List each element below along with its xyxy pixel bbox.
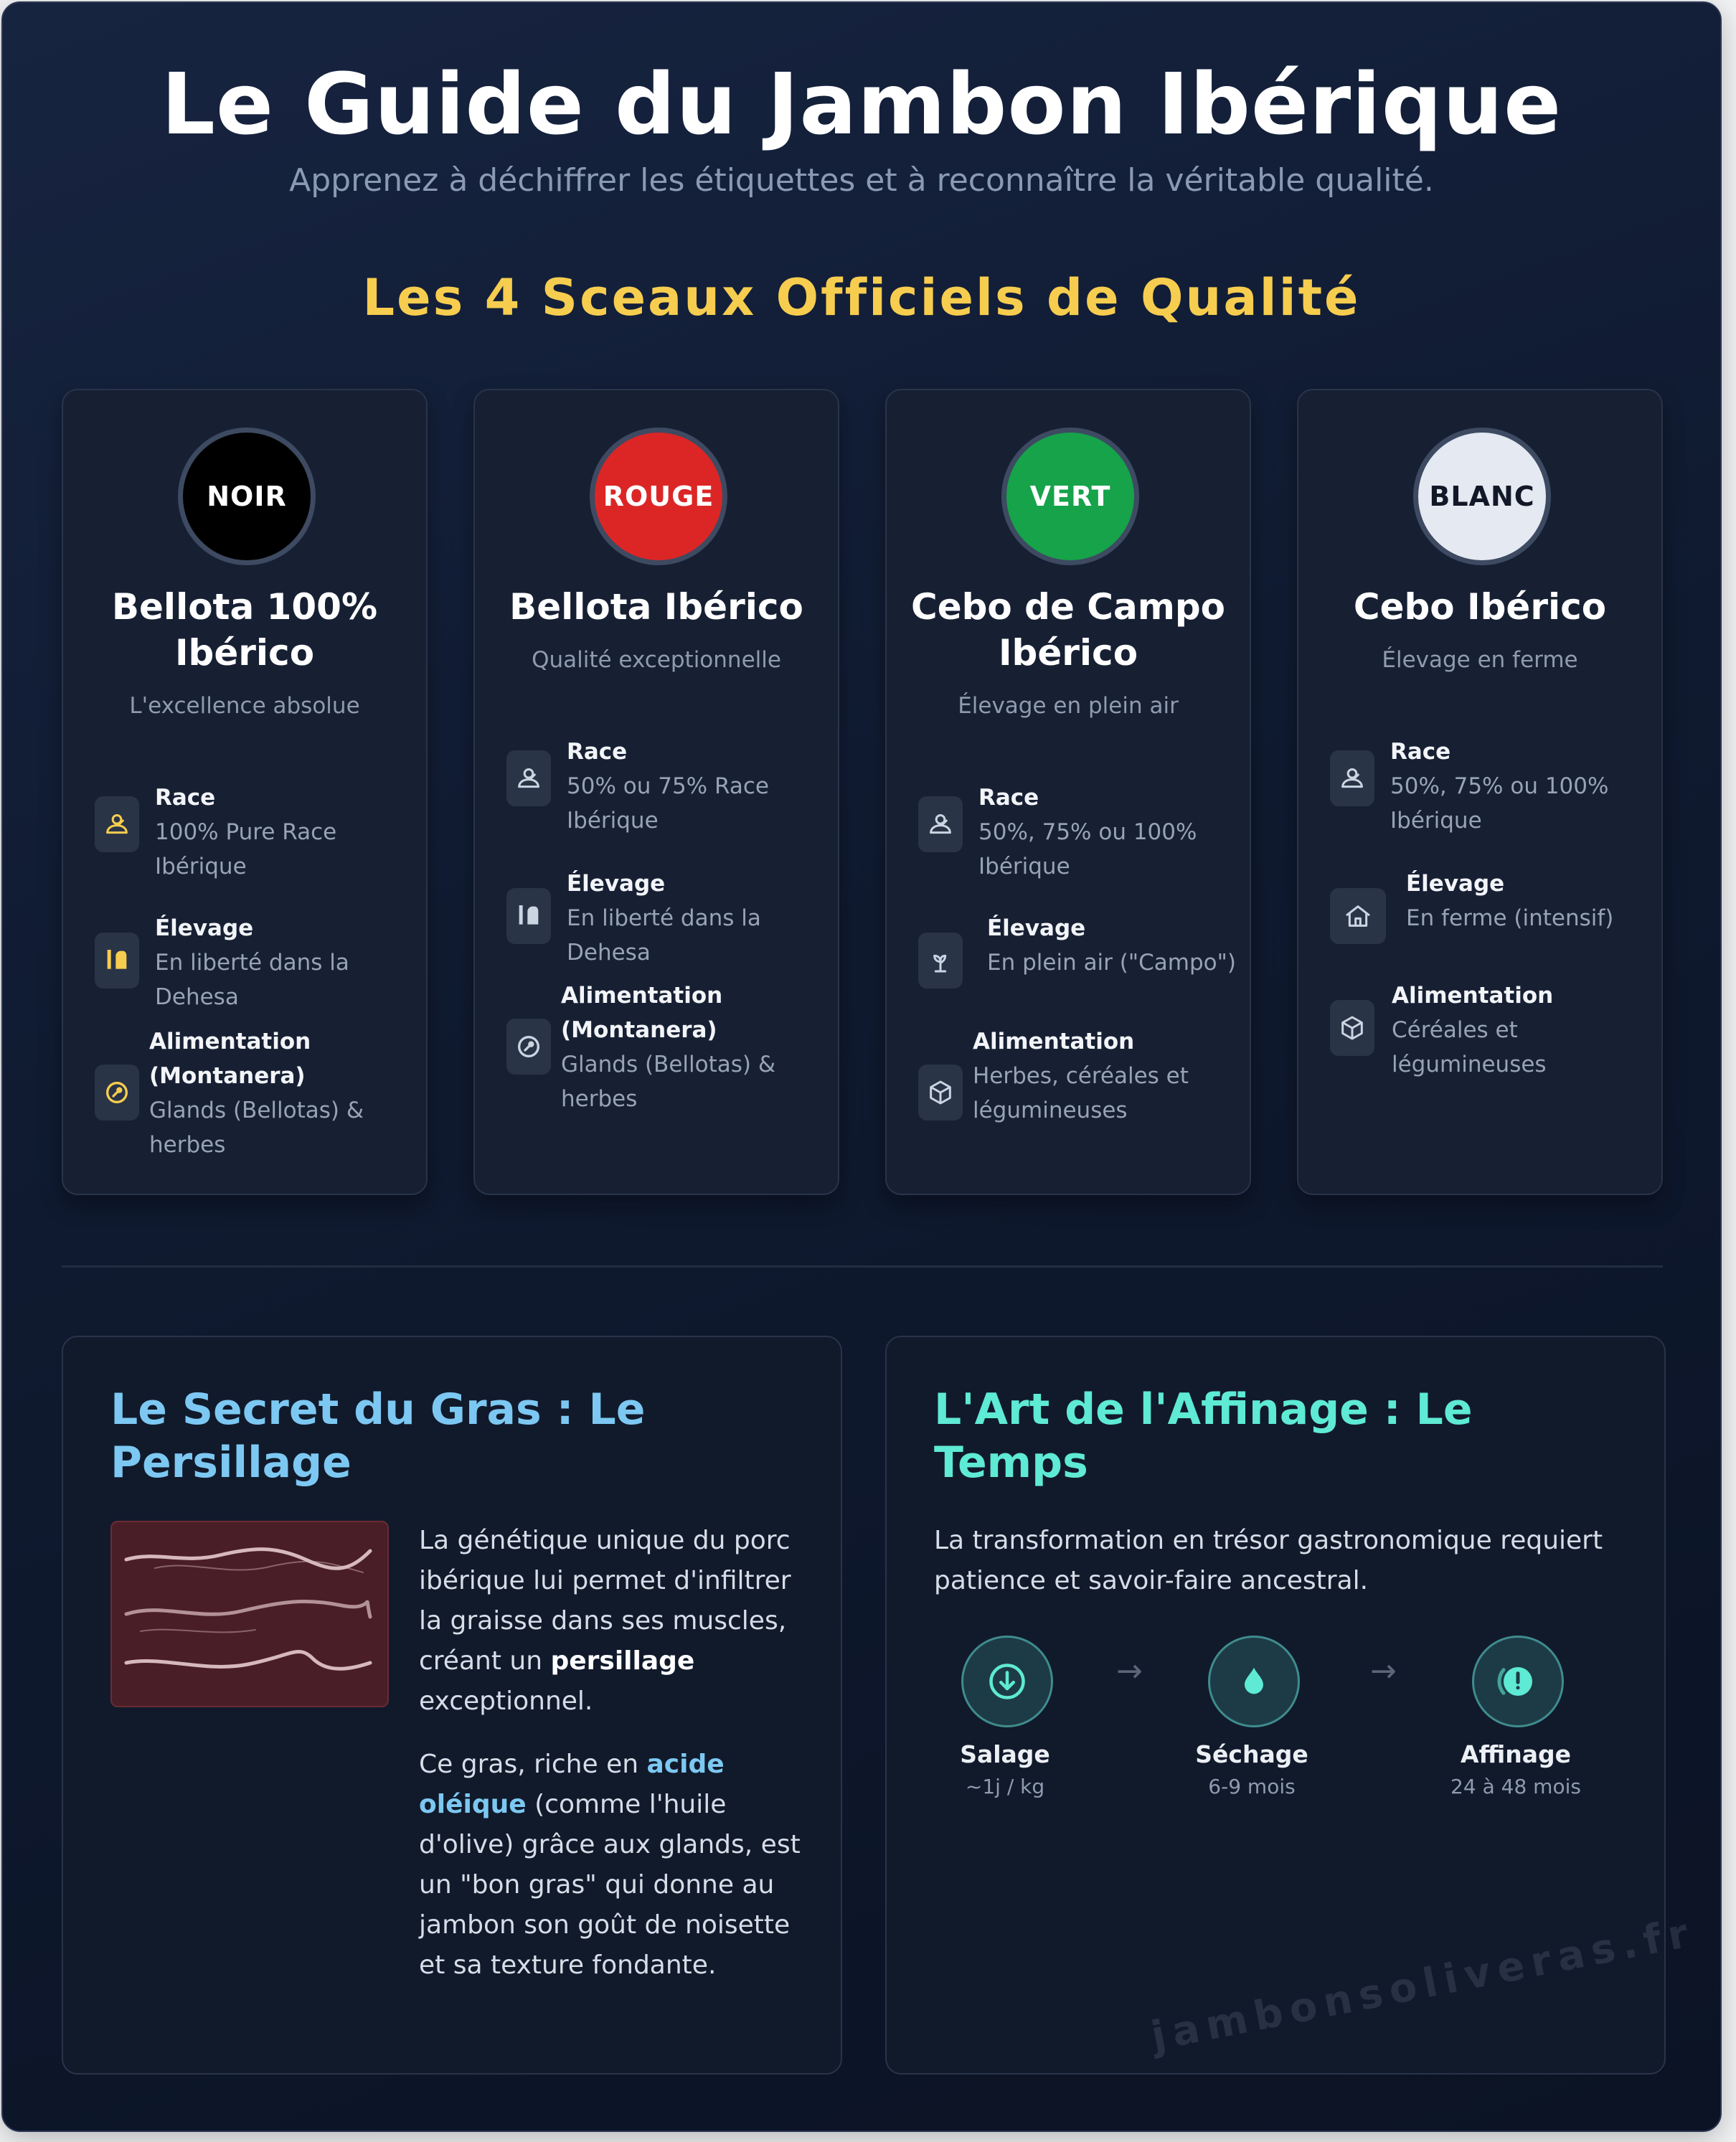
attribute-label: Élevage [155, 915, 254, 941]
seal-name: Bellota Ibérico [509, 586, 803, 628]
attribute-value: En ferme (intensif) [1406, 905, 1614, 931]
step-duration: 24 à 48 mois [1450, 1775, 1581, 1798]
seal-badge-label: BLANC [1429, 481, 1535, 512]
step-duration: 6-9 mois [1208, 1775, 1296, 1798]
seal-badge [590, 428, 727, 565]
attribute-value: Glands (Bellotas) & herbes [149, 1098, 364, 1158]
aging-intro: La transformation en trésor gastronomique requiert patience et savoir-faire ancestral. [934, 1526, 1603, 1595]
attribute-value: 100% Pure Race Ibérique [155, 819, 337, 879]
attribute-label: Élevage [1406, 871, 1505, 897]
pig-icon [918, 796, 963, 852]
attribute-label: Élevage [567, 871, 666, 897]
seal-badge-label: VERT [1029, 481, 1111, 512]
attribute-value: 50%, 75% ou 100% Ibérique [978, 819, 1197, 879]
attribute-value: En liberté dans la Dehesa [155, 950, 349, 1010]
attribute-label: Race [155, 785, 216, 811]
seal-card-noir [62, 389, 428, 1195]
seal-badge-label: NOIR [207, 481, 287, 512]
text-run: exceptionnel. [419, 1686, 593, 1716]
acorn-icon [95, 1065, 139, 1120]
attribute-value: Glands (Bellotas) & herbes [561, 1052, 776, 1112]
attribute-value: 50%, 75% ou 100% Ibérique [1390, 773, 1609, 834]
attribute-label: Alimentation [1392, 983, 1554, 1009]
page-subtitle: Apprenez à déchiffrer les étiquettes et à reconnaître la véritable qualité. [289, 162, 1434, 199]
box-icon [918, 1065, 963, 1120]
page-title: Le Guide du Jambon Ibérique [161, 55, 1562, 154]
seal-name: Cebo Ibérico [1353, 586, 1607, 628]
attribute-label: Race [1390, 739, 1451, 765]
attribute-value: 50% ou 75% Race Ibérique [567, 773, 769, 834]
highlight-persillage: persillage [550, 1646, 695, 1676]
attribute-label: Race [978, 785, 1039, 811]
seal-badge [178, 428, 316, 565]
marbling-paragraph-1 [419, 1521, 806, 1722]
salt-download-icon [961, 1636, 1053, 1727]
drop-icon [1208, 1636, 1300, 1727]
attribute-value: En plein air ("Campo") [987, 950, 1236, 976]
seal-card-rouge [473, 389, 839, 1195]
pig-icon [95, 796, 139, 852]
trees-icon [95, 933, 139, 989]
text-run: Ce gras, riche en [419, 1750, 647, 1779]
step-label: Salage [960, 1740, 1050, 1768]
trees-icon [506, 888, 551, 944]
box-icon [1330, 1000, 1374, 1056]
seal-tagline: Qualité exceptionnelle [532, 647, 781, 673]
seal-name: Bellota 100% Ibérico [111, 586, 378, 674]
attribute-label: Alimentation (Montanera) [561, 983, 723, 1043]
acorn-icon [506, 1019, 551, 1075]
arrow-right-icon: → [1116, 1653, 1143, 1689]
seal-tagline: L'excellence absolue [129, 693, 360, 719]
section-divider [62, 1265, 1663, 1268]
seal-tagline: Élevage en ferme [1382, 647, 1578, 673]
guide-card [1, 1, 1722, 2132]
timer-icon [1472, 1636, 1564, 1727]
attribute-value: Céréales et légumineuses [1392, 1017, 1547, 1077]
marbling-paragraph-2 [419, 1745, 806, 1986]
attribute-value: En liberté dans la Dehesa [567, 905, 761, 966]
pig-icon [1330, 750, 1374, 806]
seal-badge [1413, 428, 1551, 565]
seal-card-vert [885, 389, 1251, 1195]
attribute-label: Race [567, 739, 628, 765]
step-duration: ~1j / kg [965, 1775, 1045, 1798]
attribute-label: Alimentation [973, 1029, 1135, 1055]
sprout-icon [918, 933, 963, 989]
seal-tagline: Élevage en plein air [958, 693, 1179, 719]
text-run: (comme l'huile d'olive) grâce aux glands, est un "bon gras" qui donne au jambon son goût de noisette et sa texture fondante. [419, 1790, 801, 1980]
seal-badge-label: ROUGE [603, 481, 714, 512]
fat-marbling-panel [62, 1336, 842, 2075]
house-icon [1330, 888, 1386, 944]
attribute-label: Alimentation (Montanera) [149, 1029, 311, 1089]
watermark: jambonsoliveras.fr [1147, 1909, 1699, 2060]
marbling-lines-icon [112, 1522, 387, 1706]
panel-title: L'Art de l'Affinage : Le Temps [934, 1384, 1473, 1488]
attribute-value: Herbes, céréales et légumineuses [973, 1063, 1189, 1123]
marbling-text [419, 1521, 806, 1986]
seals-section-title: Les 4 Sceaux Officiels de Qualité [362, 268, 1361, 327]
attribute-label: Élevage [987, 915, 1086, 941]
highlight-oleic-acid: acide oléique [419, 1750, 725, 1819]
arrow-right-icon: → [1370, 1653, 1397, 1689]
pig-icon [506, 750, 551, 806]
marbling-illustration [110, 1521, 389, 1707]
step-label: Affinage [1460, 1740, 1572, 1768]
text-run: La génétique unique du porc ibérique lui permet d'infiltrer la graisse dans ses muscles, créant un [419, 1526, 791, 1676]
step-label: Séchage [1195, 1740, 1308, 1768]
panel-title: Le Secret du Gras : Le Persillage [110, 1384, 646, 1488]
seal-name: Cebo de Campo Ibérico [911, 586, 1225, 674]
seal-card-blanc [1297, 389, 1663, 1195]
seal-badge [1001, 428, 1139, 565]
